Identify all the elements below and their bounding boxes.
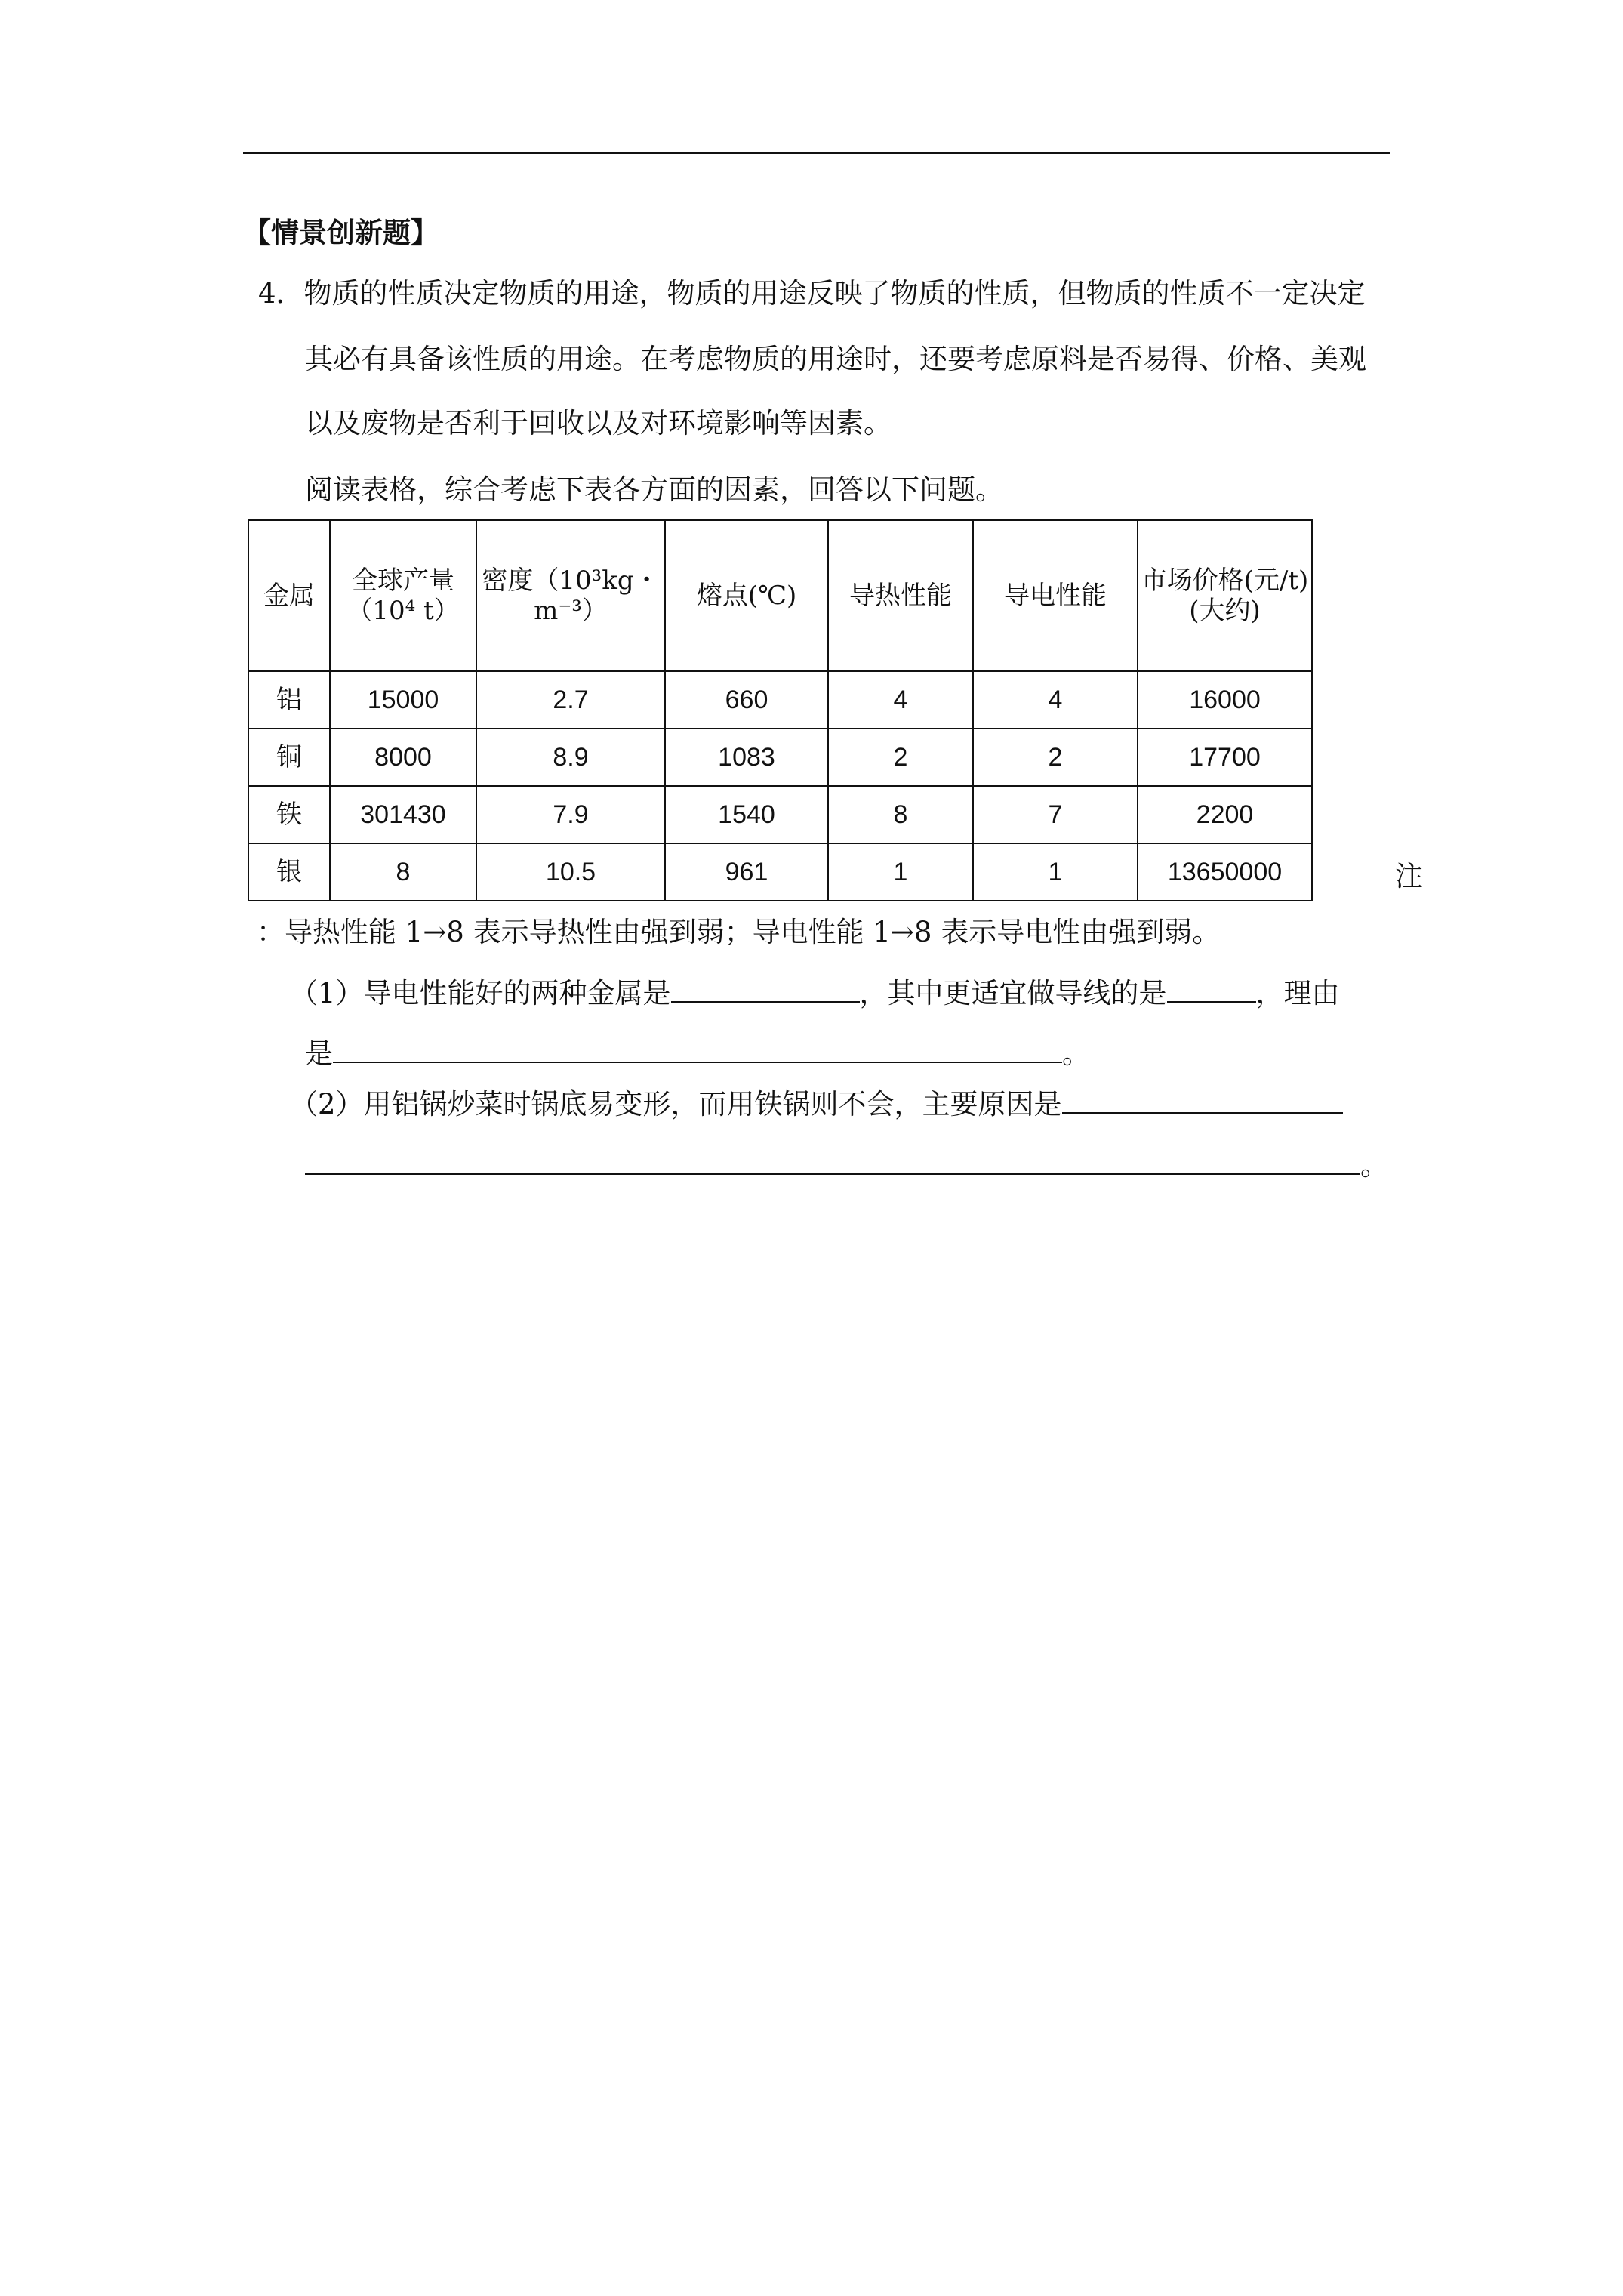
table-row (248, 671, 1312, 729)
answer-blank-main-reason-continued[interactable] (305, 1146, 1360, 1175)
cell-price: 16000 (1138, 671, 1312, 729)
answer-blank-main-reason[interactable] (1062, 1085, 1343, 1114)
table-header-row (248, 520, 1312, 671)
question-line-3: 以及废物是否利于回收以及对环境影响等因素。 (305, 407, 892, 439)
cell-metal: 铁 (248, 786, 330, 843)
answer-blank-reason[interactable] (333, 1034, 1062, 1063)
cell-price: 17700 (1138, 729, 1312, 786)
answer-blank-two-metals[interactable] (671, 974, 860, 1003)
header-melting-point: 熔点(℃) (665, 520, 828, 671)
cell-electrical: 1 (973, 843, 1138, 901)
cell-thermal: 2 (828, 729, 973, 786)
cell-density: 10.5 (476, 843, 665, 901)
header-metal: 金属 (248, 520, 330, 671)
cell-metal: 银 (248, 843, 330, 901)
cell-metal: 铜 (248, 729, 330, 786)
cell-density: 2.7 (476, 671, 665, 729)
cell-melting-point: 1540 (665, 786, 828, 843)
q1-prompt-1: （1）导电性能好的两种金属是 (290, 977, 671, 1009)
header-market-price: 市场价格(元/t)(大约) (1138, 520, 1312, 671)
question-line-2: 其必有具备该性质的用途。在考虑物质的用途时，还要考虑原料是否易得、价格、美观 (305, 343, 1366, 375)
cell-thermal: 4 (828, 671, 973, 729)
header-thermal-conductivity: 导热性能 (828, 520, 973, 671)
cell-melting-point: 1083 (665, 729, 828, 786)
cell-production: 8000 (330, 729, 476, 786)
cell-production: 8 (330, 843, 476, 901)
section-title: 【情景创新题】 (243, 216, 439, 249)
table-row (248, 843, 1312, 901)
metal-properties-table (248, 519, 1313, 901)
header-rule (243, 152, 1390, 154)
q1-prompt-4: 是 (305, 1037, 333, 1070)
header-electrical-conductivity: 导电性能 (973, 520, 1138, 671)
cell-thermal: 8 (828, 786, 973, 843)
q2-end: 。 (1360, 1149, 1388, 1182)
q2-prompt: （2）用铝锅炒菜时锅底易变形，而用铁锅则不会，主要原因是 (290, 1088, 1062, 1120)
cell-thermal: 1 (828, 843, 973, 901)
question-1-line-2 (305, 1034, 1090, 1072)
header-production: 全球产量（10⁴ t） (330, 520, 476, 671)
cell-density: 7.9 (476, 786, 665, 843)
cell-electrical: 4 (973, 671, 1138, 729)
note-text: ：导热性能 1→8 表示导热性由强到弱；导电性能 1→8 表示导电性由强到弱。 (257, 916, 1221, 948)
cell-electrical: 2 (973, 729, 1138, 786)
question-2-line-1 (290, 1085, 1343, 1123)
q1-prompt-2: ，其中更适宜做导线的是 (859, 977, 1167, 1009)
question-line-1: 4．物质的性质决定物质的用途，物质的用途反映了物质的性质，但物质的性质不一定决定 (258, 277, 1366, 310)
cell-melting-point: 961 (665, 843, 828, 901)
q1-end: 。 (1062, 1037, 1090, 1070)
cell-production: 301430 (330, 786, 476, 843)
table-row (248, 729, 1312, 786)
note-lead: 注 (1395, 860, 1423, 892)
cell-price: 13650000 (1138, 843, 1312, 901)
cell-density: 8.9 (476, 729, 665, 786)
question-line-4: 阅读表格，综合考虑下表各方面的因素，回答以下问题。 (305, 473, 1003, 506)
q1-prompt-3: ，理由 (1255, 977, 1340, 1009)
cell-metal: 铝 (248, 671, 330, 729)
cell-electrical: 7 (973, 786, 1138, 843)
question-1-line-1 (290, 974, 1340, 1012)
cell-melting-point: 660 (665, 671, 828, 729)
answer-blank-wire-metal[interactable] (1167, 974, 1256, 1003)
header-density: 密度（10³kg・m⁻³） (476, 520, 665, 671)
table-row (248, 786, 1312, 843)
question-2-line-2 (305, 1146, 1388, 1184)
cell-price: 2200 (1138, 786, 1312, 843)
cell-production: 15000 (330, 671, 476, 729)
